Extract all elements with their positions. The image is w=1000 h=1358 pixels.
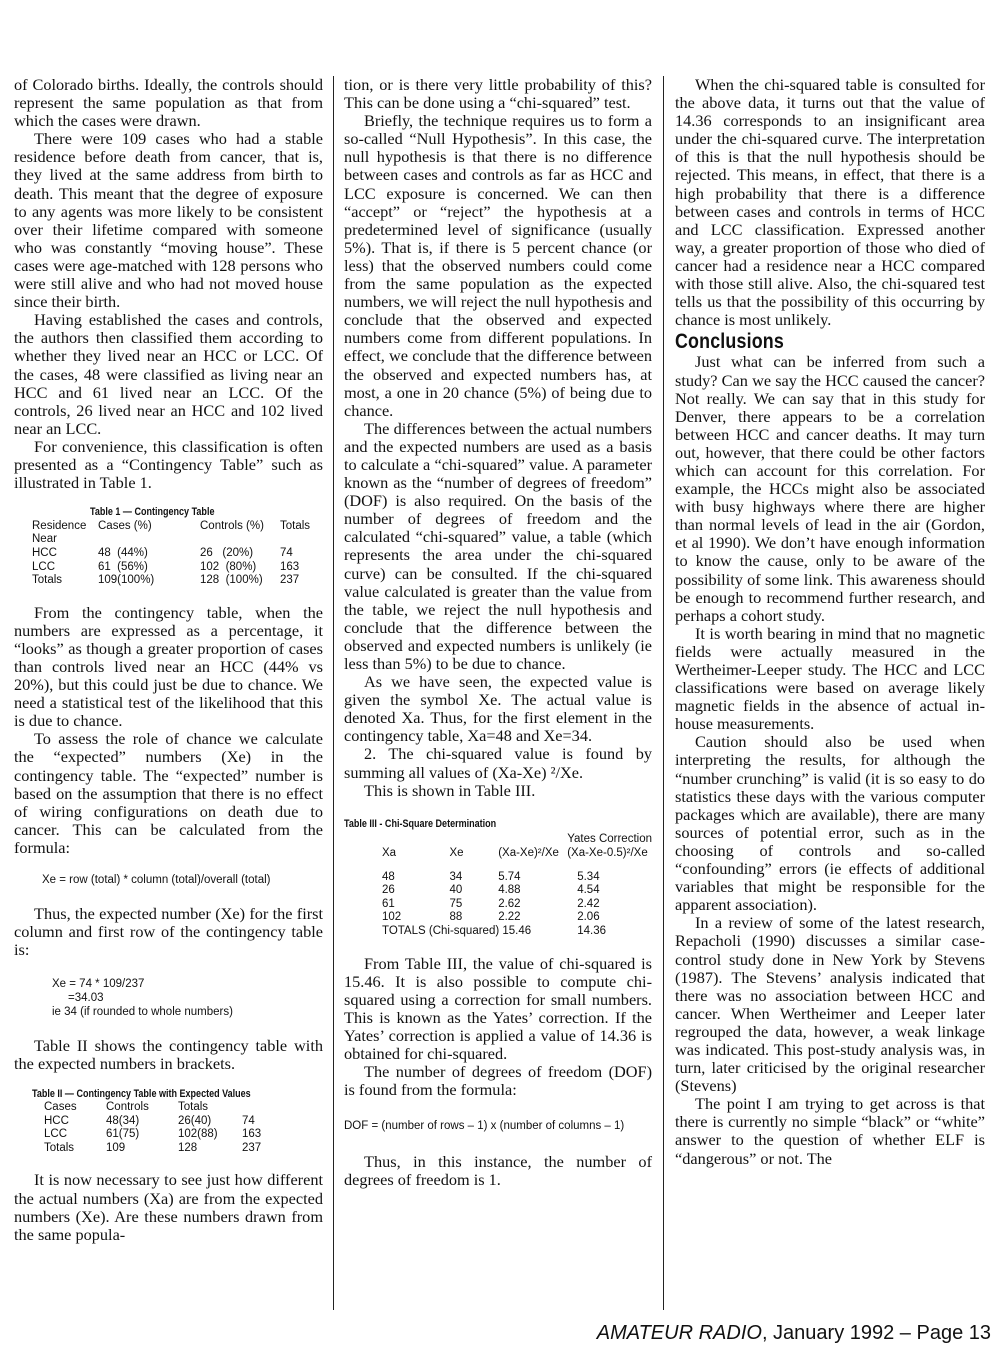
table-2-caption: Table II — Contingency Table with Expected Values [32,1087,251,1100]
table-header-cell: Totals [280,519,311,532]
table-cell: 61 [382,897,395,910]
paragraph: In a review of some of the latest research, Repacholi (1990) discusses a similar case-control study done in New York by Stevens (1987). The Stevens’ analysis indicated that there was no association between HCC and cancer. When Wertheimer and Leeper later regrouped the data, however, a weak linkage was indicated. This post-study analysis was, in turn, later criticised by the original researcher (Stevens) [675,913,985,1096]
table-cell: HCC [32,546,57,559]
table-cell: Totals [44,1141,75,1154]
column-divider-2 [663,76,664,1310]
paragraph: The point I am trying to get across is that there is currently no simple “black” or “white” answer to the question of whether ELF is “dangerous” or not. The [675,1094,985,1168]
table-cell: 128 (100%) [200,574,263,587]
column-2 [344,76,652,1189]
table-cell: 128 [178,1141,198,1154]
table-cell: Totals [32,574,63,587]
table-2 [32,1088,323,1156]
table-cell: 5.74 [498,870,521,883]
table-header-cell: Cases [44,1101,77,1114]
table-cell: 26 (20%) [200,546,254,559]
table-cell: 109(100%) [98,574,155,587]
column-divider-1 [333,76,334,1310]
calculation [52,977,323,1019]
paragraph: It is now necessary to see just how different the actual numbers (Xa) are from the expected numbers (Xe). Are these numbers drawn from the same popula- [14,1170,323,1244]
paragraph: To assess the role of chance we calculate the “expected” numbers (Xe) in the contingency table. The “expected” number is based on the assumption that there is no effect of wiring configurations on death due to cancer. This can be calculated from the formula: [14,729,323,857]
paragraph: The differences between the actual numbers and the expected numbers are used as a basis to calculate a “chi-squared” value. A parameter known as the “number of degrees of freedom” (DOF) is also required. On the basis of the number of degrees of freedom and the calculated “chi-squared” value, a table (which represents the area under the chi-squared curve) can be consulted. If the chi-squared value calculated is greater than the value from the table, we reject the null hypothesis and conclude that the difference between the observed and expected numbers is unlikely (ie less than 5%) to be due to chance. [344,418,652,673]
table-header-cell: Residence [32,519,87,532]
paragraph: 2. The chi-squared value is found by summing all values of (Xa-Xe) ²/Xe. [344,744,652,782]
table-cell: HCC [44,1114,69,1127]
table-header-cell: Cases (%) [98,519,152,532]
table-cell: 163 [242,1128,262,1141]
table-header-cell: (Xa-Xe-0.5)²/Xe [567,846,648,859]
paragraph: It is worth bearing in mind that no magnetic fields were actually measured in the Wertheimer-Leeper study. The HCC and LCC classifications were based on average likely magnetic fields in the absence of actual in-house measurements. [675,623,985,734]
formula-expected: Xe = row (total) * column (total)/overall (total) [42,874,271,887]
table-cell: 48 [382,870,395,883]
table-cell: 74 [242,1114,255,1127]
table-cell: 74 [280,546,293,559]
table-cell: 4.88 [498,884,521,897]
paragraph: For convenience, this classification is often presented as a “Contingency Table” such as illustrated in Table 1. [14,436,323,493]
table-header-cell: Near [32,533,57,546]
table-cell: 2.42 [577,897,600,910]
calc-line: ie 34 (if rounded to whole numbers) [52,1006,233,1019]
table-cell: 75 [449,897,463,910]
section-heading: Conclusions [675,330,784,354]
table-header-cell: Yates Correction [567,833,652,846]
table-cell: 102 (80%) [200,560,257,573]
table-cell: 237 [280,574,300,587]
table-3 [344,818,652,939]
paragraph: As we have seen, the expected value is given the symbol Xe. The actual value is denoted Xa. Thus, for the first element in the contingency table, Xa=48 and Xe=34. [344,672,652,746]
table-cell: 34 [449,870,463,883]
table-cell: 14.36 [577,924,606,937]
paragraph: From the contingency table, when the numbers are expressed as a percentage, it “looks” as though a greater proportion of cases than controls lived near an HCC (44% vs 20%), but this could just be due to chance. We need a statistical test of the likelihood that this is due to chance. [14,602,323,731]
table-2-grid [44,1101,265,1155]
magazine-name: AMATEUR RADIO [596,1322,762,1344]
table-cell: 102 [382,911,402,924]
table-cell: 48(34) [106,1114,140,1127]
table-cell: 40 [449,884,463,897]
table-cell: 61 (56%) [98,560,148,573]
table-cell: 4.54 [577,884,600,897]
calc-line: Xe = 74 * 109/237 [52,978,145,991]
issue-and-page: , January 1992 – Page 13 [761,1322,991,1344]
paragraph: From Table III, the value of chi-squared is 15.46. It is also possible to compute chi-squared using a correction for small numbers. This is known as the Yates’ correction. If the Yates’ correction is applied a value of 14.36 is obtained for chi-squared. [344,953,652,1063]
table-cell: 26 [382,884,395,897]
table-cell: 109 [106,1141,126,1154]
paragraph: Table II shows the contingency table with the expected numbers in brackets. [14,1036,323,1074]
paragraph: Caution should also be used when interpreting the results, for although the “number crunching” is valid (it is so easy to do statistics these days with the various computer packages which are available), there are many sources of potential error, such as in the choosing of controls and so-called “confounding” errors (ie effects of additional variables that might be responsible for the apparent association). [675,732,985,915]
paragraph: Having established the cases and controls, the authors then classified them according to whether they lived near an HCC or LCC. Of the cases, 48 were classified as living near an HCC and 61 lived near an LCC. Of the controls, 26 lived near an HCC and 102 lived near an LCC. [14,310,323,438]
table-cell: 163 [280,560,300,573]
paragraph: Thus, the expected number (Xe) for the first column and first row of the contingency table is: [14,904,323,960]
paragraph: There were 109 cases who had a stable residence before death from cancer, that is, they lived at the same address from birth to death. This meant that the degree of exposure to any agents was more likely to be consistent over their lifetime compared with someone who was constantly “moving house”. These cases were age-matched with 128 persons who were still alive and who had not moved house since their birth. [14,129,323,312]
table-header-cell: Xa [382,846,397,859]
page-footer [551,1322,991,1345]
paragraph: When the chi-squared table is consulted for the above data, it turns out that the value of 14.36 corresponds to an insignificant area under the chi-squared curve. The interpretation of this is that the null hypothesis should be rejected. This means, in effect, that there is a high probability that there is a difference between cases and controls in terms of HCC and LCC classification. Expressed another way, a greater proportion of those who died of cancer had a residence near a HCC compared with those still alive. Also, the chi-squared test tells us that the possibility of this occurring by chance is most unlikely. [675,75,985,330]
table-cell: 61(75) [106,1128,140,1141]
paragraph: of Colorado births. Ideally, the controls should represent the same population as that from which the cases were drawn. [14,75,323,131]
table-cell: 88 [449,911,463,924]
table-cell: LCC [32,560,56,573]
table-1-grid [32,520,314,588]
table-1 [32,506,323,588]
table-header-cell [242,1101,265,1115]
table-cell: 237 [242,1141,262,1154]
table-header-cell: Xe [449,846,464,859]
table-cell: LCC [44,1128,68,1141]
paragraph: Thus, in this instance, the number of degrees of freedom is 1. [344,1152,652,1190]
paragraph: Briefly, the technique requires us to form a so-called “Null Hypothesis”. In this case, the null hypothesis is that there is no difference between cases and controls as far as HCC and LCC exposure is concerned. We can then “accept” or “reject” the hypothesis at a predetermined level of significance (usually 5%). That is, if there is 5 percent chance (or less) that the observed numbers could come from the same population as the expected numbers, we will reject the null hypothesis and conclude that the observed and expected numbers come from different populations. In effect, we conclude that the difference between the observed and expected numbers has, at most, a one in 20 chance (5%) of being due to chance. [344,111,652,420]
table-cell: 2.62 [498,897,521,910]
table-cell: 102(88) [178,1128,218,1141]
table-header-cell: Controls (%) [200,519,264,532]
table-cell: 2.22 [498,911,521,924]
column-1 [14,76,323,1244]
paragraph: tion, or is there very little probability of this? This can be done using a “chi-squared” test. [344,75,652,113]
table-cell: 5.34 [577,870,600,883]
paragraph: Just what can be inferred from such a study? Can we say the HCC caused the cancer? Not really. We can say that in this study for Denver, there appears to be a correlation between HCC and cancer deaths. It may turn out, however, that there could be other factors which can account for this correlation. For example, the HCCs might also be associated with busy highways where there are higher than normal levels of lead in the air (Gordon, et al 1990). We don’t have enough information to know the cause, only to be aware of the possibility of some link. This awareness should be enough to recommend further research, and perhaps a cohort study. [675,352,985,625]
table-1-caption: Table 1 — Contingency Table [90,506,215,519]
table-totals-label: TOTALS (Chi-squared) 15.46 [382,924,532,937]
table-header-cell: Controls [106,1101,149,1114]
table-cell: 2.06 [577,911,600,924]
calc-line: =34.03 [68,992,104,1005]
table-3-caption: Table III - Chi-Square Determination [344,817,497,830]
table-header-cell: (Xa-Xe)²/Xe [498,846,559,859]
table-header-cell: Totals [178,1101,209,1114]
paragraph: This is shown in Table III. [364,780,536,800]
paragraph: The number of degrees of freedom (DOF) is found from the formula: [344,1062,652,1100]
table-cell: 48 (44%) [98,546,148,559]
column-3 [675,76,985,1168]
table-3-grid [382,833,652,938]
table-cell: 26(40) [178,1114,212,1127]
formula-dof: DOF = (number of rows – 1) x (number of columns – 1) [344,1120,625,1133]
